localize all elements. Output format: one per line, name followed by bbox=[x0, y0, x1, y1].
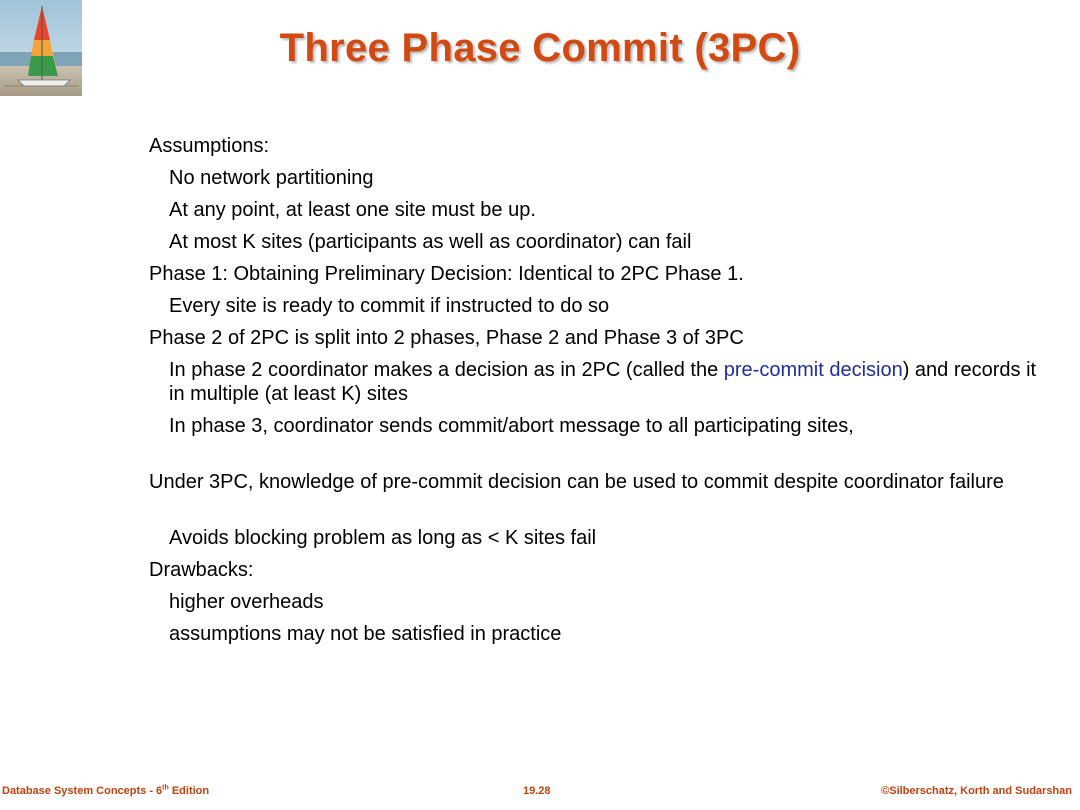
bullet-one-site-up: At any point, at least one site must be up. bbox=[169, 199, 536, 221]
bullet-ready-to-commit: Every site is ready to commit if instructed to do so bbox=[169, 295, 610, 317]
bullet-phase-2-text-before: In phase 2 coordinator makes a decision as in 2PC (called the bbox=[169, 359, 724, 381]
footer-edition-superscript: th bbox=[162, 784, 169, 792]
bullet-avoids-blocking: Avoids blocking problem as long as < K sites fail bbox=[169, 527, 597, 549]
pre-commit-decision-highlight: pre-commit decision bbox=[723, 359, 903, 381]
bullet-under-3pc: Under 3PC, knowledge of pre-commit decision can be used to commit despite coordinator failure bbox=[149, 471, 1004, 493]
bullet-phase-2-decision bbox=[169, 358, 1049, 406]
bullet-phase-2-split: Phase 2 of 2PC is split into 2 phases, Phase 2 and Phase 3 of 3PC bbox=[149, 327, 744, 349]
bullet-phase-3-message: In phase 3, coordinator sends commit/abort message to all participating sites, bbox=[169, 415, 854, 437]
slide-title: Three Phase Commit (3PC) bbox=[279, 26, 801, 70]
bullet-higher-overheads: higher overheads bbox=[169, 591, 324, 613]
footer-book-title bbox=[2, 785, 209, 797]
bullet-no-network-partitioning: No network partitioning bbox=[169, 167, 374, 189]
footer-copyright: ©Silberschatz, Korth and Sudarshan bbox=[881, 785, 1072, 797]
bullet-k-sites-fail: At most K sites (participants as well as coordinator) can fail bbox=[169, 231, 692, 253]
footer-book-title-main: Database System Concepts - 6 bbox=[2, 785, 163, 797]
footer-slide-number: 19.28 bbox=[523, 785, 551, 797]
bullet-assumptions-practice: assumptions may not be satisfied in practice bbox=[169, 623, 562, 645]
bullet-phase-1: Phase 1: Obtaining Preliminary Decision: Identical to 2PC Phase 1. bbox=[149, 263, 744, 285]
footer-edition-label: Edition bbox=[168, 785, 210, 797]
bullet-drawbacks: Drawbacks: bbox=[149, 559, 254, 581]
slide-footer bbox=[0, 785, 1080, 805]
bullet-assumptions: Assumptions: bbox=[149, 135, 270, 157]
bullet-phase-2-text-after: ) and records it in multiple (at least K) sites bbox=[169, 359, 1037, 405]
